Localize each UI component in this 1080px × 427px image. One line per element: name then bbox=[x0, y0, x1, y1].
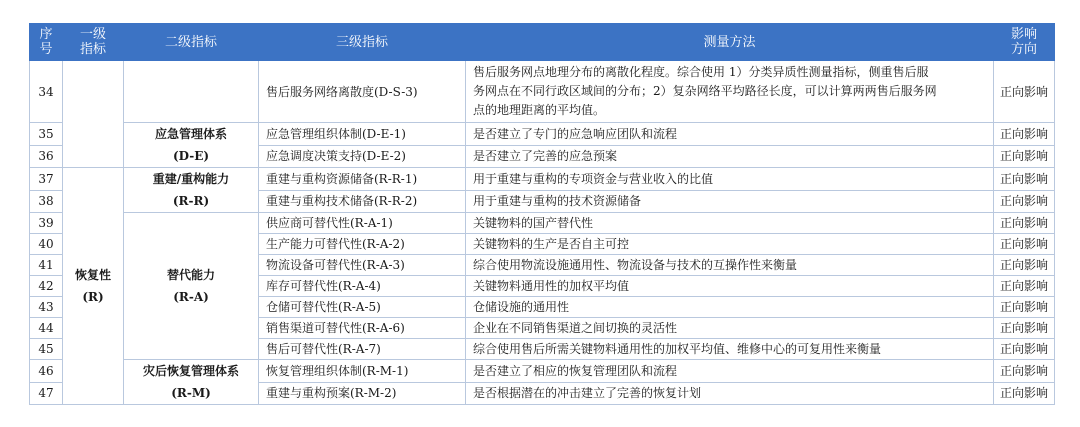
method-cell: 综合使用物流设施通用性、物流设备与技术的互操作性来衡量 bbox=[466, 255, 994, 276]
level3-cell: 物流设备可替代性(R-A-3) bbox=[259, 255, 466, 276]
direction-cell: 正向影响 bbox=[994, 255, 1055, 276]
level3-cell: 供应商可替代性(R-A-1) bbox=[259, 213, 466, 234]
direction-cell: 正向影响 bbox=[994, 234, 1055, 255]
direction-cell: 正向影响 bbox=[994, 382, 1055, 405]
row-number: 46 bbox=[30, 360, 63, 383]
table-row bbox=[30, 168, 1055, 191]
direction-cell: 正向影响 bbox=[994, 276, 1055, 297]
level3-cell: 售后可替代性(R-A-7) bbox=[259, 339, 466, 360]
direction-cell: 正向影响 bbox=[994, 318, 1055, 339]
method-cell: 企业在不同销售渠道之间切换的灵活性 bbox=[466, 318, 994, 339]
level3-cell: 应急调度决策支持(D-E-2) bbox=[259, 145, 466, 168]
row-number: 47 bbox=[30, 382, 63, 405]
method-cell: 关键物料的国产替代性 bbox=[466, 213, 994, 234]
level2-cell-emergency: 应急管理体系 (D-E) bbox=[124, 123, 259, 168]
header-no: 序 号 bbox=[30, 24, 63, 61]
method-cell: 综合使用售后所需关键物料通用性的加权平均值、维修中心的可复用性来衡量 bbox=[466, 339, 994, 360]
header-level2: 二级指标 bbox=[124, 24, 259, 61]
direction-cell: 正向影响 bbox=[994, 61, 1055, 123]
method-cell: 用于重建与重构的专项资金与营业收入的比值 bbox=[466, 168, 994, 191]
direction-cell: 正向影响 bbox=[994, 190, 1055, 213]
level2-cell-substitute: 替代能力 (R-A) bbox=[124, 213, 259, 360]
method-cell: 是否根据潜在的冲击建立了完善的恢复计划 bbox=[466, 382, 994, 405]
header-level1: 一级 指标 bbox=[63, 24, 124, 61]
row-number: 44 bbox=[30, 318, 63, 339]
direction-cell: 正向影响 bbox=[994, 123, 1055, 146]
row-number: 34 bbox=[30, 61, 63, 123]
row-number: 37 bbox=[30, 168, 63, 191]
method-cell: 关键物料的生产是否自主可控 bbox=[466, 234, 994, 255]
table-row bbox=[30, 61, 1055, 123]
header-direction: 影响 方向 bbox=[994, 24, 1055, 61]
header-level3: 三级指标 bbox=[259, 24, 466, 61]
direction-cell: 正向影响 bbox=[994, 168, 1055, 191]
direction-cell: 正向影响 bbox=[994, 213, 1055, 234]
row-number: 45 bbox=[30, 339, 63, 360]
table-row bbox=[30, 360, 1055, 383]
method-cell: 是否建立了专门的应急响应团队和流程 bbox=[466, 123, 994, 146]
row-number: 38 bbox=[30, 190, 63, 213]
level3-cell: 恢复管理组织体制(R-M-1) bbox=[259, 360, 466, 383]
row-number: 43 bbox=[30, 297, 63, 318]
level3-cell: 销售渠道可替代性(R-A-6) bbox=[259, 318, 466, 339]
level3-cell: 应急管理组织体制(D-E-1) bbox=[259, 123, 466, 146]
direction-cell: 正向影响 bbox=[994, 360, 1055, 383]
method-cell: 关键物料通用性的加权平均值 bbox=[466, 276, 994, 297]
level3-cell: 生产能力可替代性(R-A-2) bbox=[259, 234, 466, 255]
level3-cell: 重建与重构资源储备(R-R-1) bbox=[259, 168, 466, 191]
row-number: 40 bbox=[30, 234, 63, 255]
level2-cell-rebuild: 重建/重构能力 (R-R) bbox=[124, 168, 259, 213]
method-cell: 用于重建与重构的技术资源储备 bbox=[466, 190, 994, 213]
method-cell: 仓储设施的通用性 bbox=[466, 297, 994, 318]
method-cell: 是否建立了完善的应急预案 bbox=[466, 145, 994, 168]
table-row bbox=[30, 123, 1055, 146]
direction-cell: 正向影响 bbox=[994, 297, 1055, 318]
header-method: 测量方法 bbox=[466, 24, 994, 61]
row-number: 35 bbox=[30, 123, 63, 146]
row-number: 39 bbox=[30, 213, 63, 234]
level3-cell: 售后服务网络离散度(D-S-3) bbox=[259, 61, 466, 123]
level1-cell-recovery: 恢复性 (R) bbox=[63, 168, 124, 405]
level3-cell: 仓储可替代性(R-A-5) bbox=[259, 297, 466, 318]
level3-cell: 重建与重构预案(R-M-2) bbox=[259, 382, 466, 405]
method-cell: 是否建立了相应的恢复管理团队和流程 bbox=[466, 360, 994, 383]
level3-cell: 库存可替代性(R-A-4) bbox=[259, 276, 466, 297]
direction-cell: 正向影响 bbox=[994, 339, 1055, 360]
table-row bbox=[30, 213, 1055, 234]
level2-cell-empty bbox=[124, 61, 259, 123]
row-number: 36 bbox=[30, 145, 63, 168]
level2-cell-postdisaster: 灾后恢复管理体系 (R-M) bbox=[124, 360, 259, 405]
table-header-row bbox=[30, 24, 1055, 61]
row-number: 42 bbox=[30, 276, 63, 297]
direction-cell: 正向影响 bbox=[994, 145, 1055, 168]
indicator-table bbox=[29, 23, 1055, 405]
level1-cell-empty bbox=[63, 61, 124, 168]
row-number: 41 bbox=[30, 255, 63, 276]
level3-cell: 重建与重构技术储备(R-R-2) bbox=[259, 190, 466, 213]
method-cell: 售后服务网点地理分布的离散化程度。综合使用 1）分类异质性测量指标，侧重售后服 务网点在不同行政区域间的分布；2）复杂网络平均路径长度，可以计算两两售后服务网 点的地理距离的平均值。 bbox=[466, 61, 994, 123]
